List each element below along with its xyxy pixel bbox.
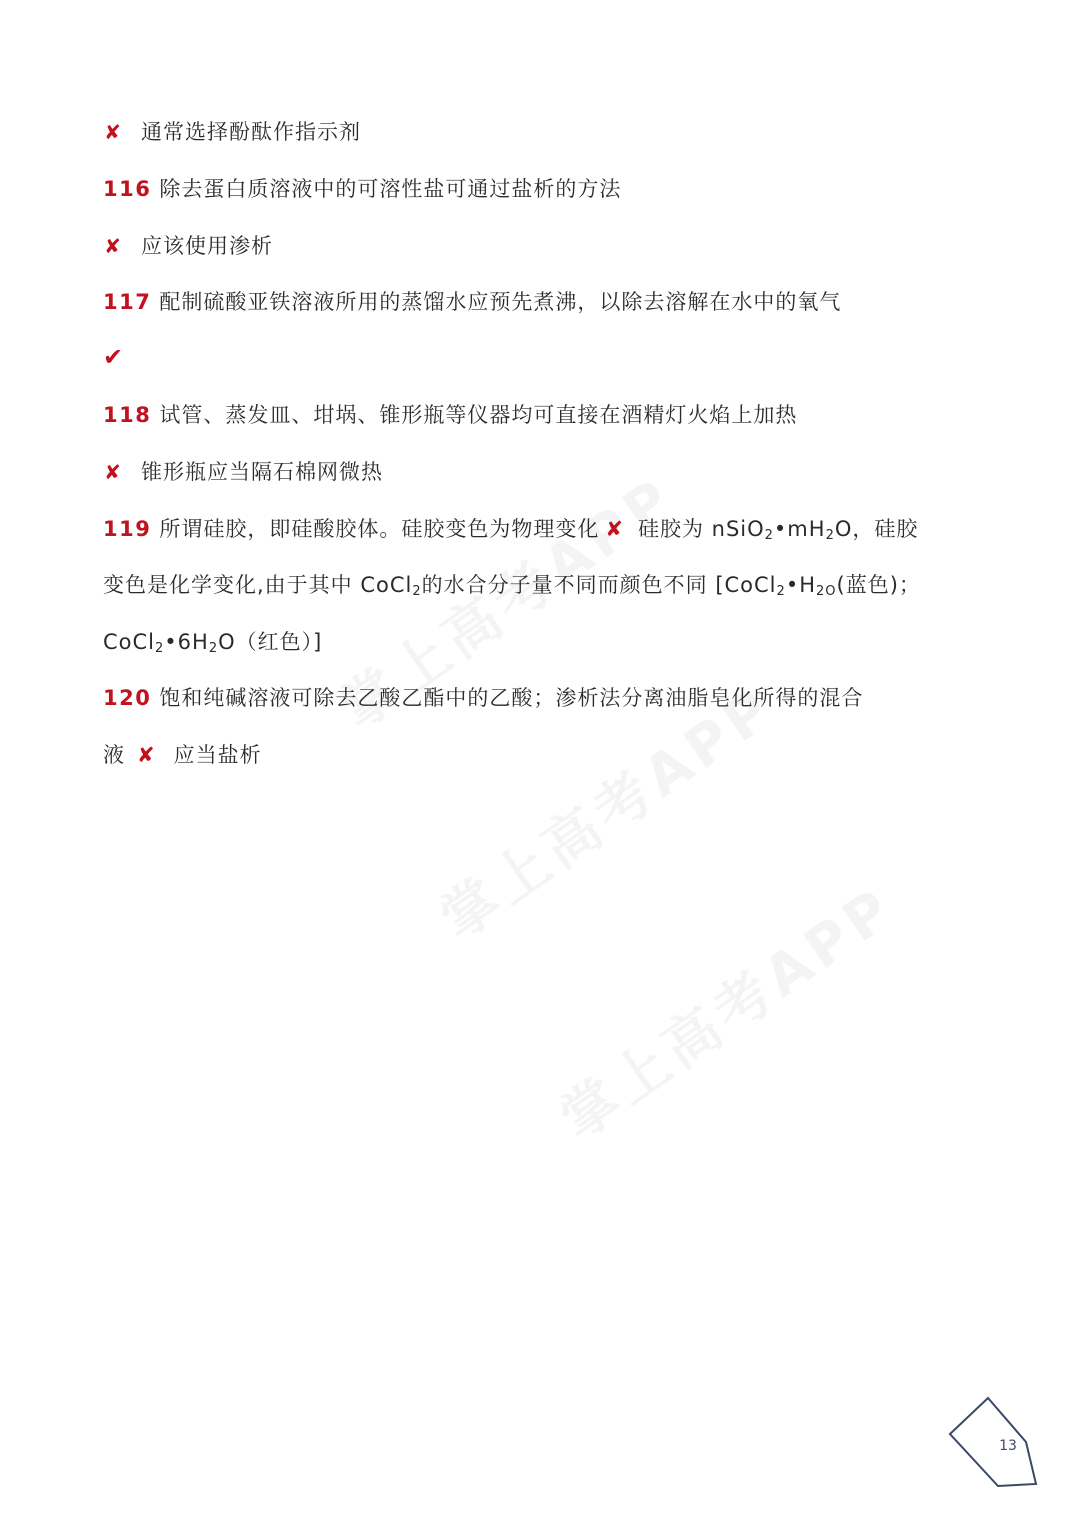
answer-text: O，硅胶 [834,517,919,541]
question-number: 118 [103,403,152,427]
subscript: 2 [155,641,165,656]
answer-line [103,342,980,373]
subscript: 2 [412,584,422,599]
question-line [103,287,980,317]
answer-line [103,570,980,600]
page-number: 13 [999,1438,1017,1454]
answer-text: O（红色）] [218,630,323,654]
answer-text: (蓝色)； [836,573,921,597]
answer-line [103,457,980,487]
cross-icon: ✘ [104,460,122,484]
answer-text: 应该使用渗析 [141,234,273,258]
answer-text: 应当盐析 [173,743,262,767]
question-line [103,683,980,713]
question-number: 117 [103,290,152,314]
answer-line [103,740,980,770]
answer-text: CoCl [103,630,156,654]
cross-icon: ✘ [104,234,122,258]
answer-text: •6H [164,630,209,654]
subscript: 2 [776,584,786,599]
answer-text: 的水合分子量不同而颜色不同 [CoCl [421,573,777,597]
answer-line [103,627,980,657]
subscript: 2 [825,528,835,543]
question-line [103,514,980,544]
question-text: 除去蛋白质溶液中的可溶性盐可通过盐析的方法 [159,177,622,201]
question-text: 配制硫酸亚铁溶液所用的蒸馏水应预先煮沸，以除去溶解在水中的氧气 [159,290,842,314]
question-number: 120 [103,686,152,710]
cross-icon: ✘ [137,743,156,767]
question-number: 116 [103,177,152,201]
answer-line [103,231,980,261]
question-text: 饱和纯碱溶液可除去乙酸乙酯中的乙酸；渗析法分离油脂皂化所得的混合 [159,686,864,710]
question-text: 液 [103,743,125,767]
question-text: 所谓硅胶，即硅酸胶体。硅胶变色为物理变化 [159,517,600,541]
cross-icon: ✘ [104,120,122,144]
question-line [103,400,980,430]
answer-line [103,117,980,147]
check-icon: ✔ [103,343,125,371]
answer-text: 锥形瓶应当隔石棉网微热 [141,460,383,484]
answer-text: 通常选择酚酞作指示剂 [141,120,361,144]
question-text: 试管、蒸发皿、坩埚、锥形瓶等仪器均可直接在酒精灯火焰上加热 [159,403,798,427]
answer-text: •H [785,573,816,597]
answer-text: 变色是化学变化,由于其中 CoCl [103,573,413,597]
question-line [103,174,980,204]
question-number: 119 [103,517,152,541]
answer-text: 硅胶为 nSiO [637,517,765,541]
answer-text: •mH [773,517,826,541]
subscript: 2 [764,528,774,543]
subscript: 2 [208,641,219,656]
watermark [542,865,909,1155]
subscript: 2O [816,584,837,599]
cross-icon: ✘ [605,517,624,541]
